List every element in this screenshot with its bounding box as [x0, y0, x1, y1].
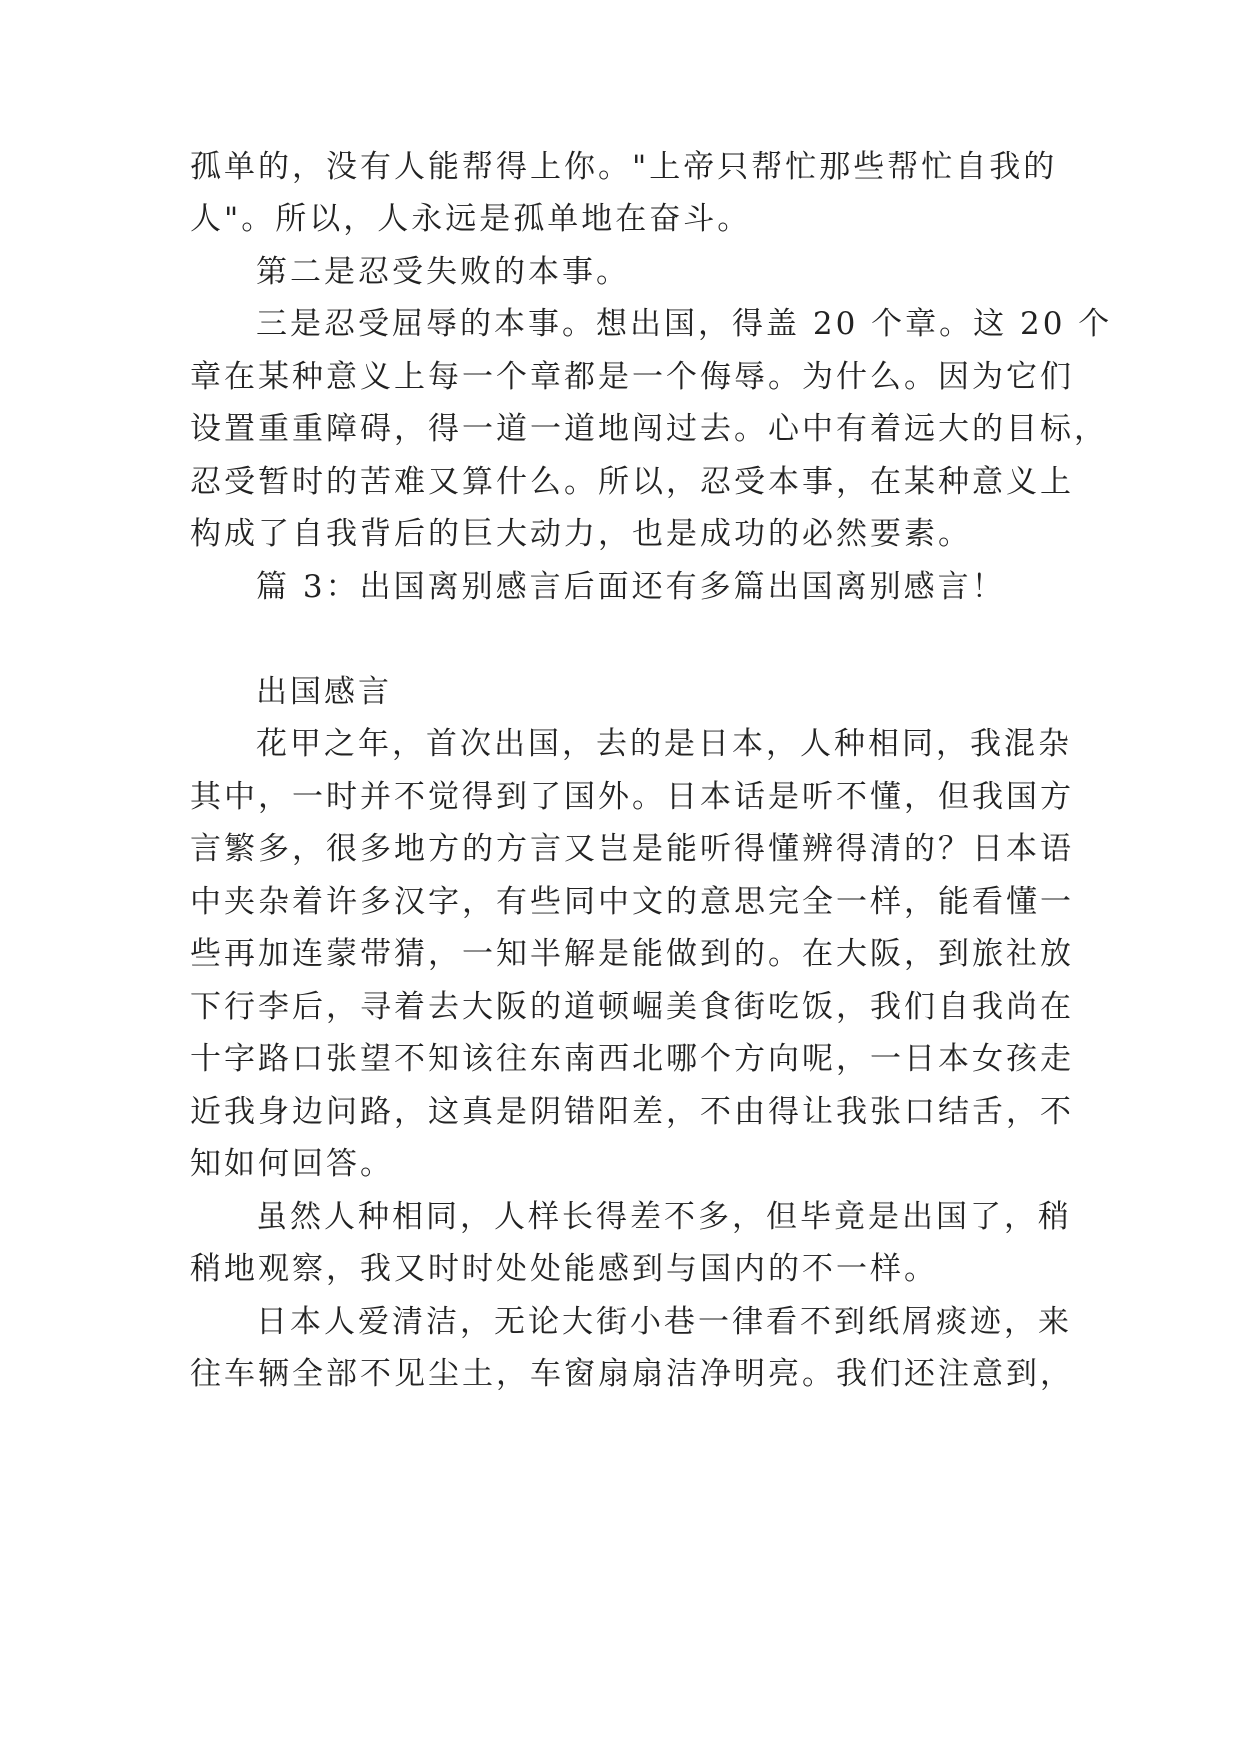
text-line: 设置重重障碍，得一道一道地闯过去。心中有着远大的目标， [190, 411, 1108, 447]
text-line: 稍地观察，我又时时处处能感到与国内的不一样。 [190, 1251, 938, 1287]
text-line: 忍受暂时的苦难又算什么。所以，忍受本事，在某种意义上 [190, 464, 1074, 500]
text-line: 花甲之年，首次出国，去的是日本，人种相同，我混杂 [256, 726, 1072, 762]
text-line: 下行李后，寻着去大阪的道顿崛美食街吃饭，我们自我尚在 [190, 989, 1074, 1025]
text-line: 知如何回答。 [190, 1146, 394, 1182]
text-line: 第二是忍受失败的本事。 [256, 254, 630, 290]
text-line: 章在某种意义上每一个章都是一个侮辱。为什么。因为它们 [190, 359, 1074, 395]
text-line: 人"。所以，人永远是孤单地在奋斗。 [190, 201, 752, 237]
text-line: 三是忍受屈辱的本事。想出国，得盖 20 个章。这 20 个 [256, 306, 1113, 342]
text-line: 虽然人种相同，人样长得差不多，但毕竟是出国了，稍 [256, 1199, 1072, 1235]
text-line: 些再加连蒙带猜，一知半解是能做到的。在大阪，到旅社放 [190, 936, 1074, 972]
text-line: 中夹杂着许多汉字，有些同中文的意思完全一样，能看懂一 [190, 884, 1074, 920]
text-line: 十字路口张望不知该往东南西北哪个方向呢，一日本女孩走 [190, 1041, 1074, 1077]
article-title: 出国感言 [256, 674, 392, 710]
text-line: 其中，一时并不觉得到了国外。日本话是听不懂，但我国方 [190, 779, 1074, 815]
text-line: 日本人爱清洁，无论大街小巷一律看不到纸屑痰迹，来 [256, 1304, 1072, 1340]
text-line: 近我身边问路，这真是阴错阳差，不由得让我张口结舌，不 [190, 1094, 1074, 1130]
text-line: 言繁多，很多地方的方言又岂是能听得懂辨得清的？日本语 [190, 831, 1074, 867]
text-line: 往车辆全部不见尘土，车窗扇扇洁净明亮。我们还注意到， [190, 1356, 1074, 1392]
text-line: 孤单的，没有人能帮得上你。"上帝只帮忙那些帮忙自我的 [190, 149, 1058, 185]
text-line: 构成了自我背后的巨大动力，也是成功的必然要素。 [190, 516, 972, 552]
section-heading: 篇 3：出国离别感言后面还有多篇出国离别感言！ [256, 569, 1006, 605]
